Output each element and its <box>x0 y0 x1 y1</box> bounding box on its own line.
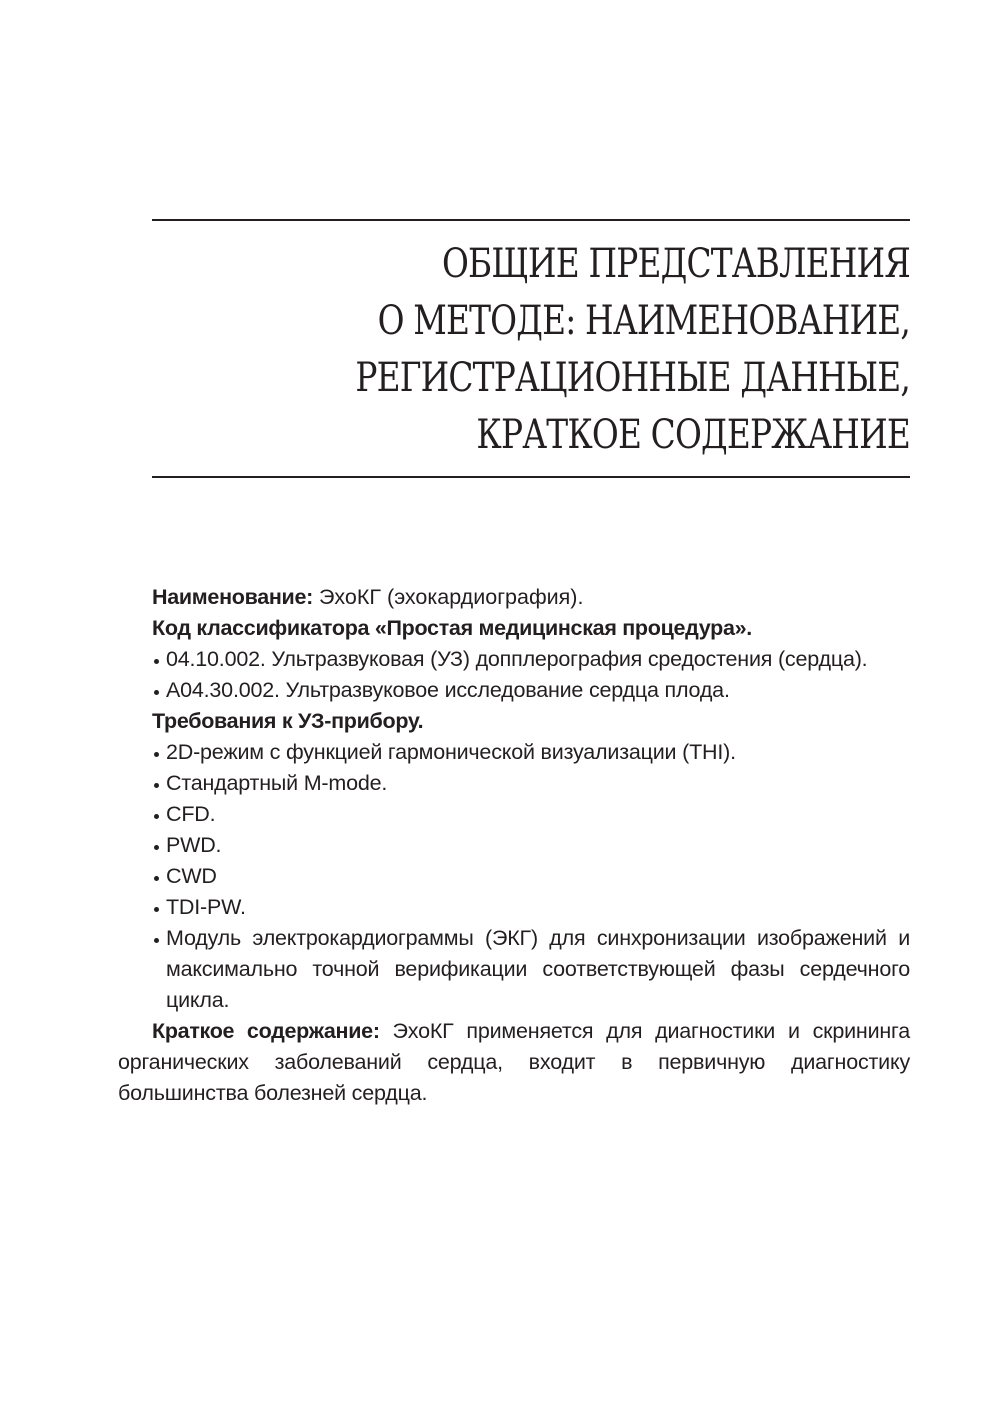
requirement-item-3: CFD. <box>166 802 216 826</box>
heading-top-rule <box>152 219 910 221</box>
classifier-list <box>118 644 910 706</box>
requirement-item-4: PWD. <box>166 833 222 857</box>
requirement-item-5: CWD <box>166 864 217 888</box>
list-item <box>152 830 910 861</box>
name-label: Наименование: <box>152 585 313 609</box>
list-item <box>152 892 910 923</box>
body-text <box>118 582 910 1109</box>
classifier-item-1: 04.10.002. Ультразвуковая (УЗ) допплерография средостения (сердца). <box>166 647 868 671</box>
chapter-title-line-2: О МЕТОДЕ: НАИМЕНОВАНИЕ, <box>377 298 911 344</box>
chapter-title-line-3: РЕГИСТРАЦИОННЫЕ ДАННЫЕ, <box>355 355 910 401</box>
requirement-item-2: Стандартный M-mode. <box>166 771 388 795</box>
classifier-item-2: A04.30.002. Ультразвуковое исследование сердца плода. <box>166 678 730 702</box>
summary-text: ЭхоКГ применяется для диагностики и скрининга органических заболеваний сердца, входит в первичную диагностику большинства болезней сердца. <box>118 1019 910 1105</box>
list-item <box>152 861 910 892</box>
list-item <box>152 799 910 830</box>
heading-bottom-rule <box>152 476 910 478</box>
requirement-item-1: 2D-режим с функцией гармонической визуализации (THI). <box>166 740 736 764</box>
requirement-item-6: TDI-PW. <box>166 895 246 919</box>
chapter-title-line-4: КРАТКОЕ СОДЕРЖАНИЕ <box>476 412 910 458</box>
name-value: ЭхоКГ (эхокардиография). <box>313 585 584 609</box>
list-item <box>152 675 910 706</box>
chapter-title <box>152 236 910 464</box>
requirements-list <box>118 737 910 1016</box>
name-paragraph <box>118 582 910 613</box>
requirements-heading: Требования к УЗ-прибору. <box>152 709 424 733</box>
list-item <box>152 923 910 1016</box>
requirement-item-7: Модуль электрокардиограммы (ЭКГ) для синхронизации изображений и максимально точной верификации соответствующей фазы сердечного цикла. <box>166 926 910 1012</box>
list-item <box>152 737 910 768</box>
list-item <box>152 768 910 799</box>
list-item <box>152 644 910 675</box>
chapter-title-line-1: ОБЩИЕ ПРЕДСТАВЛЕНИЯ <box>441 241 910 287</box>
classifier-heading: Код классификатора «Простая медицинская процедура». <box>152 616 752 640</box>
summary-paragraph <box>118 1016 910 1109</box>
summary-label: Краткое содержание: <box>152 1019 380 1043</box>
